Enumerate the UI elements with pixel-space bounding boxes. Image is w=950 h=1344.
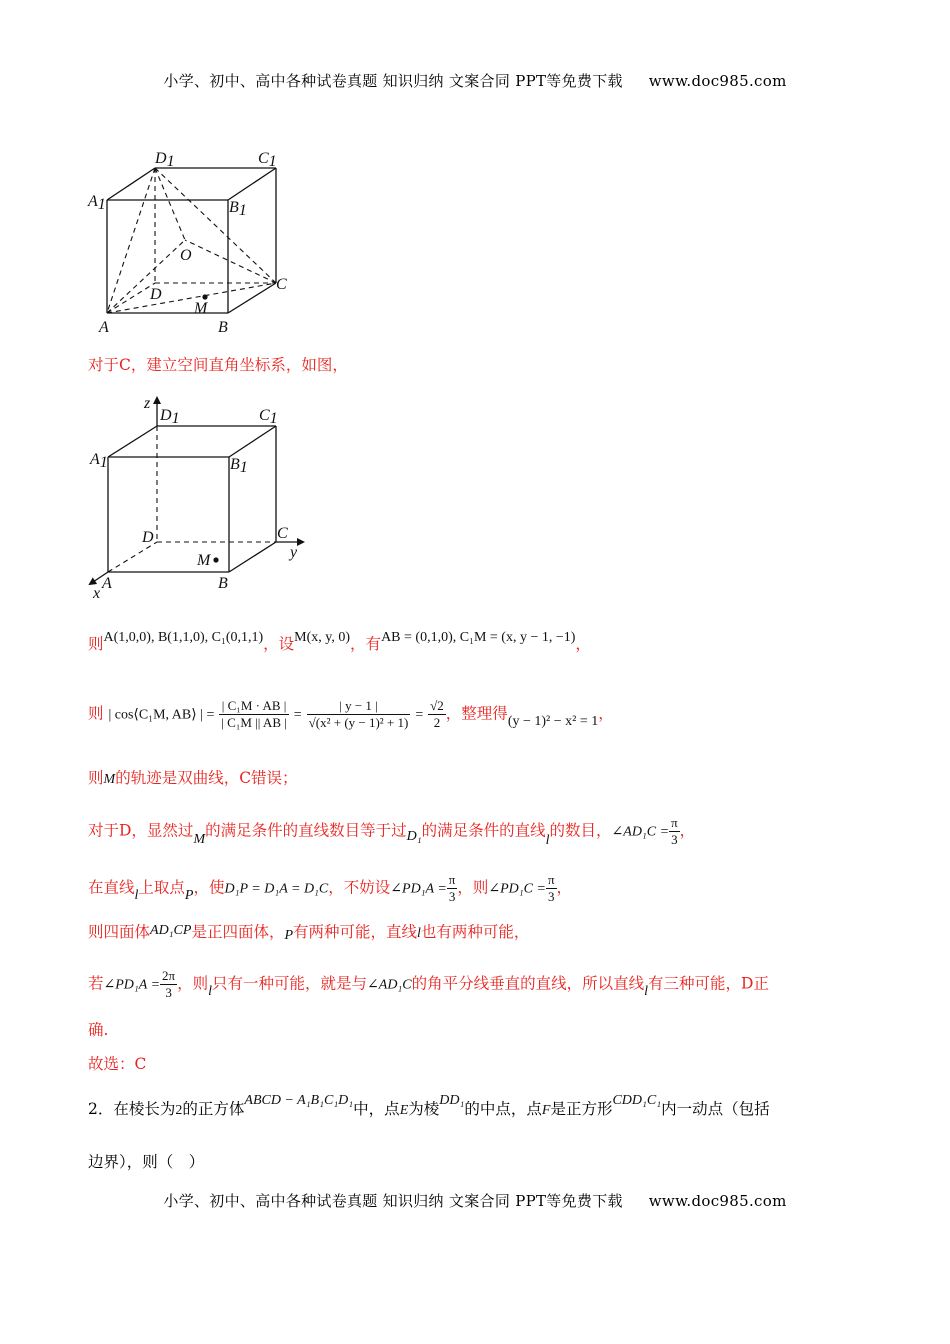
footer-text: 小学、初中、高中各种试卷真题 知识归纳 文案合同 PPT等免费下载 bbox=[163, 1192, 623, 1210]
point-M bbox=[202, 294, 207, 299]
text-line-1: 对于C，建立空间直角坐标系，如图， bbox=[88, 356, 348, 374]
text-line-9: 确. bbox=[88, 1021, 109, 1039]
text-line-2: 则A(1,0,0), B(1,1,0), C₁(0,1,1)，设M(x, y, 0)，有AB = (0,1,0), C₁M = (x, y − 1, −1)， bbox=[88, 630, 591, 653]
text-line-5: 对于D，显然过M的满足条件的直线数目等于过D₁的满足条件的直线l的数目，∠AD₁C = $\frac{\pi}{3}$ ， bbox=[88, 815, 696, 848]
label-B1: B1 bbox=[229, 199, 247, 219]
text-line-8: 若∠PD₁A = $\frac{2\pi}{3}$ ，则l只有一种可能，就是与∠AD₁C的角平分线垂直的直线，所以直线l有三种可能，D正 bbox=[88, 968, 769, 1000]
vectors-AB-C1M: AB = (0,1,0), C₁M = (x, y − 1, −1) bbox=[381, 630, 576, 645]
question-2-line-2: 边界），则（ ） bbox=[88, 1153, 205, 1171]
fraction-2: $\frac{| y - 1 |}{\text{√(x² + (y − 1)² + 1)}}$ bbox=[308, 698, 409, 730]
label-A: A bbox=[99, 319, 109, 336]
point-M bbox=[213, 557, 218, 562]
fraction-3: $\frac{√2}{2}$ bbox=[430, 698, 444, 730]
text-line-7: 则四面体AD₁CP是正四面体，P有两种可能，直线l也有两种可能， bbox=[88, 923, 530, 943]
label-A1: A1 bbox=[90, 451, 108, 471]
text-line-3: 则 | cos⟨C₁M, AB⟩ | = $\frac{\text{| C₁M · AB |}}{\text{| C₁M || AB |}}$ = $\frac{| y - 1 |}{\text{√(x² + (y − 1)² + 1)}}$ = $\frac{√2}{2}$ ，整理得(y − 1)² − x² = 1， bbox=[88, 698, 614, 730]
label-C: C bbox=[276, 276, 287, 293]
label-D1: D1 bbox=[155, 150, 175, 170]
points-A-B-C1: A(1,0,0), B(1,1,0), C₁(0,1,1) bbox=[103, 630, 264, 645]
label-B1: B1 bbox=[230, 456, 248, 476]
label-C: C bbox=[277, 525, 288, 542]
figure-cube-2 bbox=[80, 390, 320, 605]
text-line-6: 在直线l上取点P，使D₁P = D₁A = D₁C，不妨设∠PD₁A = $\frac{\pi}{3}$ ，则∠PD₁C = $\frac{\pi}{3}$ ， bbox=[88, 872, 573, 904]
cos-expression: | cos⟨C₁M, AB⟩ | = bbox=[108, 707, 215, 723]
figure-cube-1 bbox=[80, 140, 310, 340]
label-M: M bbox=[194, 300, 208, 317]
question-2-line-1: 2．在棱长为2的正方体ABCD − A₁B₁C₁D₁中，点E为棱DD₁的中点，点F是正方形CDD₁C₁内一动点（包括 bbox=[88, 1093, 770, 1118]
label-A: A bbox=[102, 575, 112, 592]
label-C1: C1 bbox=[259, 407, 278, 427]
label-O: O bbox=[180, 247, 192, 264]
page-header bbox=[0, 70, 950, 91]
label-D1: D1 bbox=[160, 407, 180, 427]
label-A1: A1 bbox=[88, 193, 106, 213]
axis-z-label: z bbox=[144, 395, 151, 412]
label-B: B bbox=[218, 575, 228, 592]
label-C1: C1 bbox=[258, 150, 277, 170]
header-text: 小学、初中、高中各种试卷真题 知识归纳 文案合同 PPT等免费下载 bbox=[163, 72, 623, 90]
page-footer bbox=[0, 1190, 950, 1211]
hyperbola-equation: (y − 1)² − x² = 1 bbox=[507, 713, 599, 729]
header-url: www.doc985.com bbox=[648, 72, 787, 90]
label-D: D bbox=[150, 286, 162, 303]
text-line-answer: 故选：C bbox=[88, 1055, 147, 1073]
fraction-1: $\frac{\text{| C₁M · AB |}}{\text{| C₁M || AB |}}$ bbox=[221, 698, 287, 730]
label-M: M bbox=[197, 552, 211, 569]
label-B: B bbox=[218, 319, 228, 336]
axis-y-label: y bbox=[290, 544, 298, 561]
footer-url: www.doc985.com bbox=[648, 1192, 787, 1210]
label-D: D bbox=[142, 529, 154, 546]
text-line-4: 则M的轨迹是双曲线，C错误； bbox=[88, 769, 298, 787]
point-M-coords: M(x, y, 0) bbox=[294, 630, 351, 645]
axis-x-label: x bbox=[93, 585, 101, 602]
